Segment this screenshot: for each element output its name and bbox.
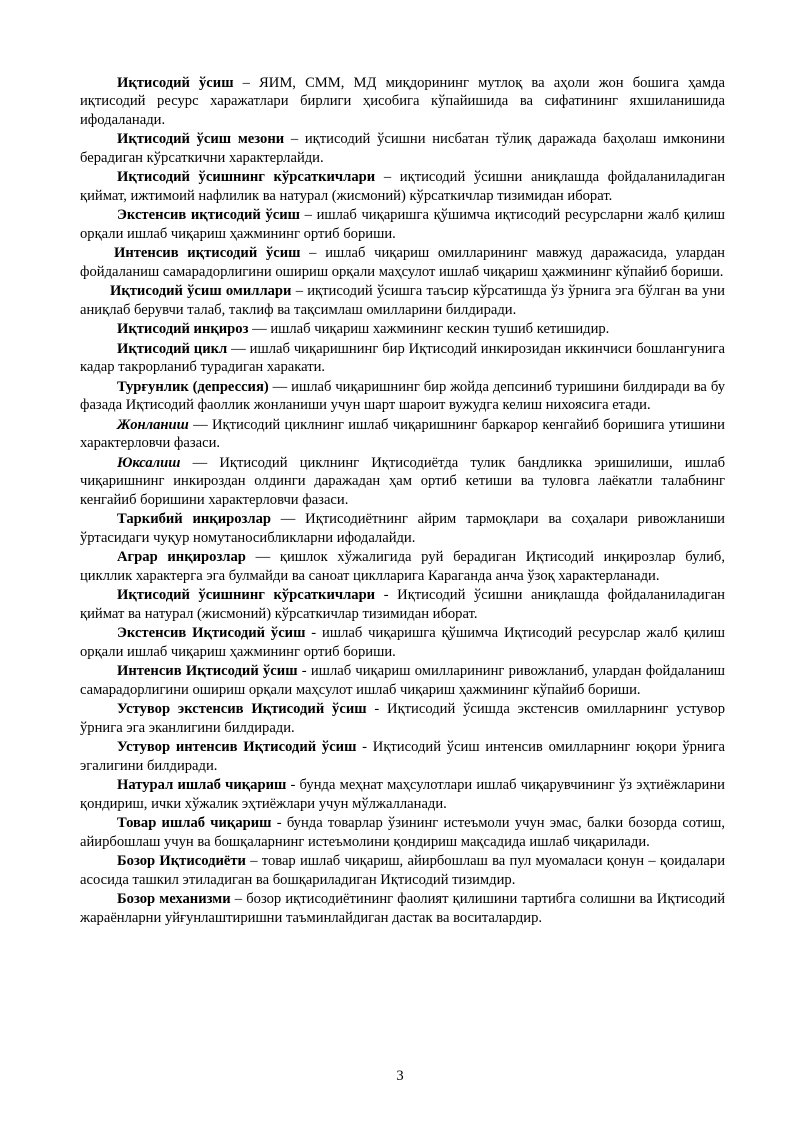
entry-term: Аграр инқирозлар <box>117 549 246 566</box>
entry-term: Бозор Иқтисодиёти <box>117 853 246 870</box>
entry-definition: – ЯИМ, СММ, МД миқдорининг мутлоқ ва аҳоли жон бошига ҳамда иқтисодий ресурс харажатлари бирлиги ҳисобига кўпайишида ва сифатининг яхшиланишида ифодаланади. <box>80 75 725 128</box>
entry-term: Устувор экстенсив Иқтисодий ўсиш <box>117 701 367 718</box>
entry-definition: — қишлок хўжалигида руй берадиган Иқтисодий инқирозлар булиб, цикллик характерга эга булмайди ва саноат циклларига Караганда анча ўзоқ характерланади. <box>80 549 725 584</box>
glossary-entry <box>80 586 725 623</box>
glossary-entry <box>80 776 725 813</box>
glossary-entry <box>80 624 725 661</box>
glossary-entry <box>80 510 725 547</box>
glossary-entry <box>80 852 725 889</box>
entry-term: Юксалиш <box>117 455 181 471</box>
entry-definition: - Иқтисодий ўсиш интенсив омилларнинг юқори ўрнига эгалигини билдиради. <box>80 739 725 774</box>
entry-definition: – иқтисодий ўсишни аниқлашда фойдаланиладиган қиймат, ижтимоий нафлилик ва натурал (жисмоний) кўрсаткичлар тизимидан иборат. <box>80 169 726 204</box>
entry-definition: — ишлаб чиқаришнинг бир жойда депсиниб туришини билдиради ва бу фазада Иқтисодий фаоллик жонланиши учун шарт шароит вужудга келиш нихоясига етади. <box>80 379 725 414</box>
entry-term: Экстенсив иқтисодий ўсиш <box>117 207 300 224</box>
entry-term: Жонланиш <box>117 417 189 433</box>
entry-term: Бозор механизми <box>117 891 231 908</box>
glossary-entry <box>80 814 725 851</box>
entry-definition: - бунда меҳнат маҳсулотлари ишлаб чиқарувчининг ўз эҳтиёжларини қондириш, ички хўжалик эҳтиёжлари учун мўлжалланади. <box>80 777 725 812</box>
entry-term: Иқтисодий ўсишнинг кўрсаткичлари <box>117 169 376 186</box>
entry-term: Товар ишлаб чиқариш <box>117 815 272 832</box>
glossary-entry <box>80 454 725 509</box>
entry-term: Иқтисодий цикл <box>117 341 228 357</box>
entry-definition: — Иқтисодиётнинг айрим тармоқлари ва соҳалари ривожланиши ўртасидаги чуқур номутаносибликларни ифодалайди. <box>80 511 725 546</box>
entry-term: Устувор интенсив Иқтисодий ўсиш <box>117 739 357 756</box>
entry-definition: – бозор иқтисодиётининг фаолият қилишини тартибга солишни ва Иқтисодий жараёнларни уйғунлаштиришни таъминлайдиган дастак ва воситалардир. <box>80 891 726 926</box>
entry-definition: — Иқтисодий циклнинг Иқтисодиётда тулик бандликка эришилиши, ишлаб чиқаришнинг инкироздан олдинги даражадан ҳам ортиб кетиши ва туловга лаёкатли талабнинг кенгайиб боришини характерловчи фазаси. <box>80 455 725 508</box>
entry-term: Натурал ишлаб чиқариш <box>117 777 287 794</box>
entry-definition: - Иқтисодий ўсишни аниқлашда фойдаланиладиган қиймат ва натурал (жисмоний) кўрсаткичлар тизимидан иборат. <box>80 587 725 622</box>
glossary-entry <box>80 168 725 205</box>
entry-term: Иқтисодий ўсиш <box>117 75 234 91</box>
entry-definition: - Иқтисодий ўсишда экстенсив омилларнинг устувор ўрнига эга эканлигини билдиради. <box>80 701 725 736</box>
glossary-entry <box>80 340 725 377</box>
entry-definition: - ишлаб чиқариш омилларининг ривожланиб, улардан фойдаланиш самарадорлигини ошириш орқали маҳсулот ишлаб чиқариш ҳажмининг кўпайиб бориши. <box>80 663 725 698</box>
entry-term: Иқтисодий ўсишнинг кўрсаткичлари <box>117 587 376 604</box>
glossary-entry <box>80 416 725 453</box>
entry-term: Иқтисодий инқироз <box>117 321 249 338</box>
glossary-entry <box>80 738 725 775</box>
entry-term: Иқтисодий ўсиш мезони <box>117 131 285 148</box>
entry-term: Иқтисодий ўсиш омиллари <box>110 283 292 300</box>
entry-term: Интенсив Иқтисодий ўсиш <box>117 663 298 680</box>
glossary-entry <box>80 662 725 699</box>
glossary-body <box>80 74 725 928</box>
page-number: 3 <box>396 1068 404 1084</box>
glossary-entry <box>80 282 725 319</box>
entry-term: Экстенсив Иқтисодий ўсиш <box>117 625 306 642</box>
entry-term: Таркибий инқирозлар <box>117 511 272 528</box>
glossary-entry <box>80 206 725 243</box>
glossary-entry <box>80 244 725 281</box>
glossary-entry <box>80 548 725 585</box>
entry-term: Турғунлик (депрессия) <box>117 379 269 395</box>
entry-term: Интенсив иқтисодий ўсиш <box>114 245 301 262</box>
glossary-entry <box>80 378 725 415</box>
entry-definition: – иқтисодий ўсишни нисбатан тўлиқ даражада баҳолаш имконини берадиган кўрсаткични характерлайди. <box>80 131 725 166</box>
entry-definition: – иқтисодий ўсишга таъсир кўрсатишда ўз ўрнига эга бўлган ва уни аниқлаб берувчи талаб, таклиф ва тақсимлаш омилларини билдиради. <box>80 283 725 318</box>
glossary-entry <box>80 130 725 167</box>
glossary-entry <box>80 890 725 927</box>
entry-definition: — Иқтисодий циклнинг ишлаб чиқаришнинг баркарор кенгайиб боришига утишини характерловчи фазаси. <box>80 417 725 452</box>
entry-definition: — ишлаб чиқаришнинг бир Иқтисодий инкирозидан иккинчиси бошлангунига кадар такрорланиб турадиган харакати. <box>80 341 725 376</box>
entry-definition: — ишлаб чиқариш хажмининг кескин тушиб кетишидир. <box>248 321 610 338</box>
glossary-entry <box>80 700 725 737</box>
entry-definition: - бунда товарлар ўзининг истеъмоли учун эмас, балки бозорда сотиш, айирбошлаш учун ва бошқаларнинг истеъмолини қондириш мақсадида ишлаб чиқарилади. <box>80 815 725 850</box>
entry-definition: – товар ишлаб чиқариш, айирбошлаш ва пул муомаласи қонун – қоидалари асосида ташкил этиладиган ва бошқариладиган Иқтисодий тизимдир. <box>80 853 726 888</box>
glossary-entry <box>80 74 725 129</box>
entry-definition: – ишлаб чиқариш омилларининг мавжуд даражасида, улардан фойдаланиш самарадорлигини ошириш орқали маҳсулот ишлаб чиқариш ҳажмининг кўпайиб бориши. <box>80 245 725 280</box>
glossary-entry <box>80 320 725 338</box>
entry-definition: – ишлаб чиқаришга қўшимча иқтисодий ресурсларни жалб қилиш орқали ишлаб чиқариш ҳажмининг ортиб бориши. <box>80 207 725 242</box>
entry-definition: - ишлаб чиқаришга қўшимча Иқтисодий ресурслар жалб қилиш орқали ишлаб чиқариш ҳажмининг ортиб бориши. <box>80 625 726 660</box>
